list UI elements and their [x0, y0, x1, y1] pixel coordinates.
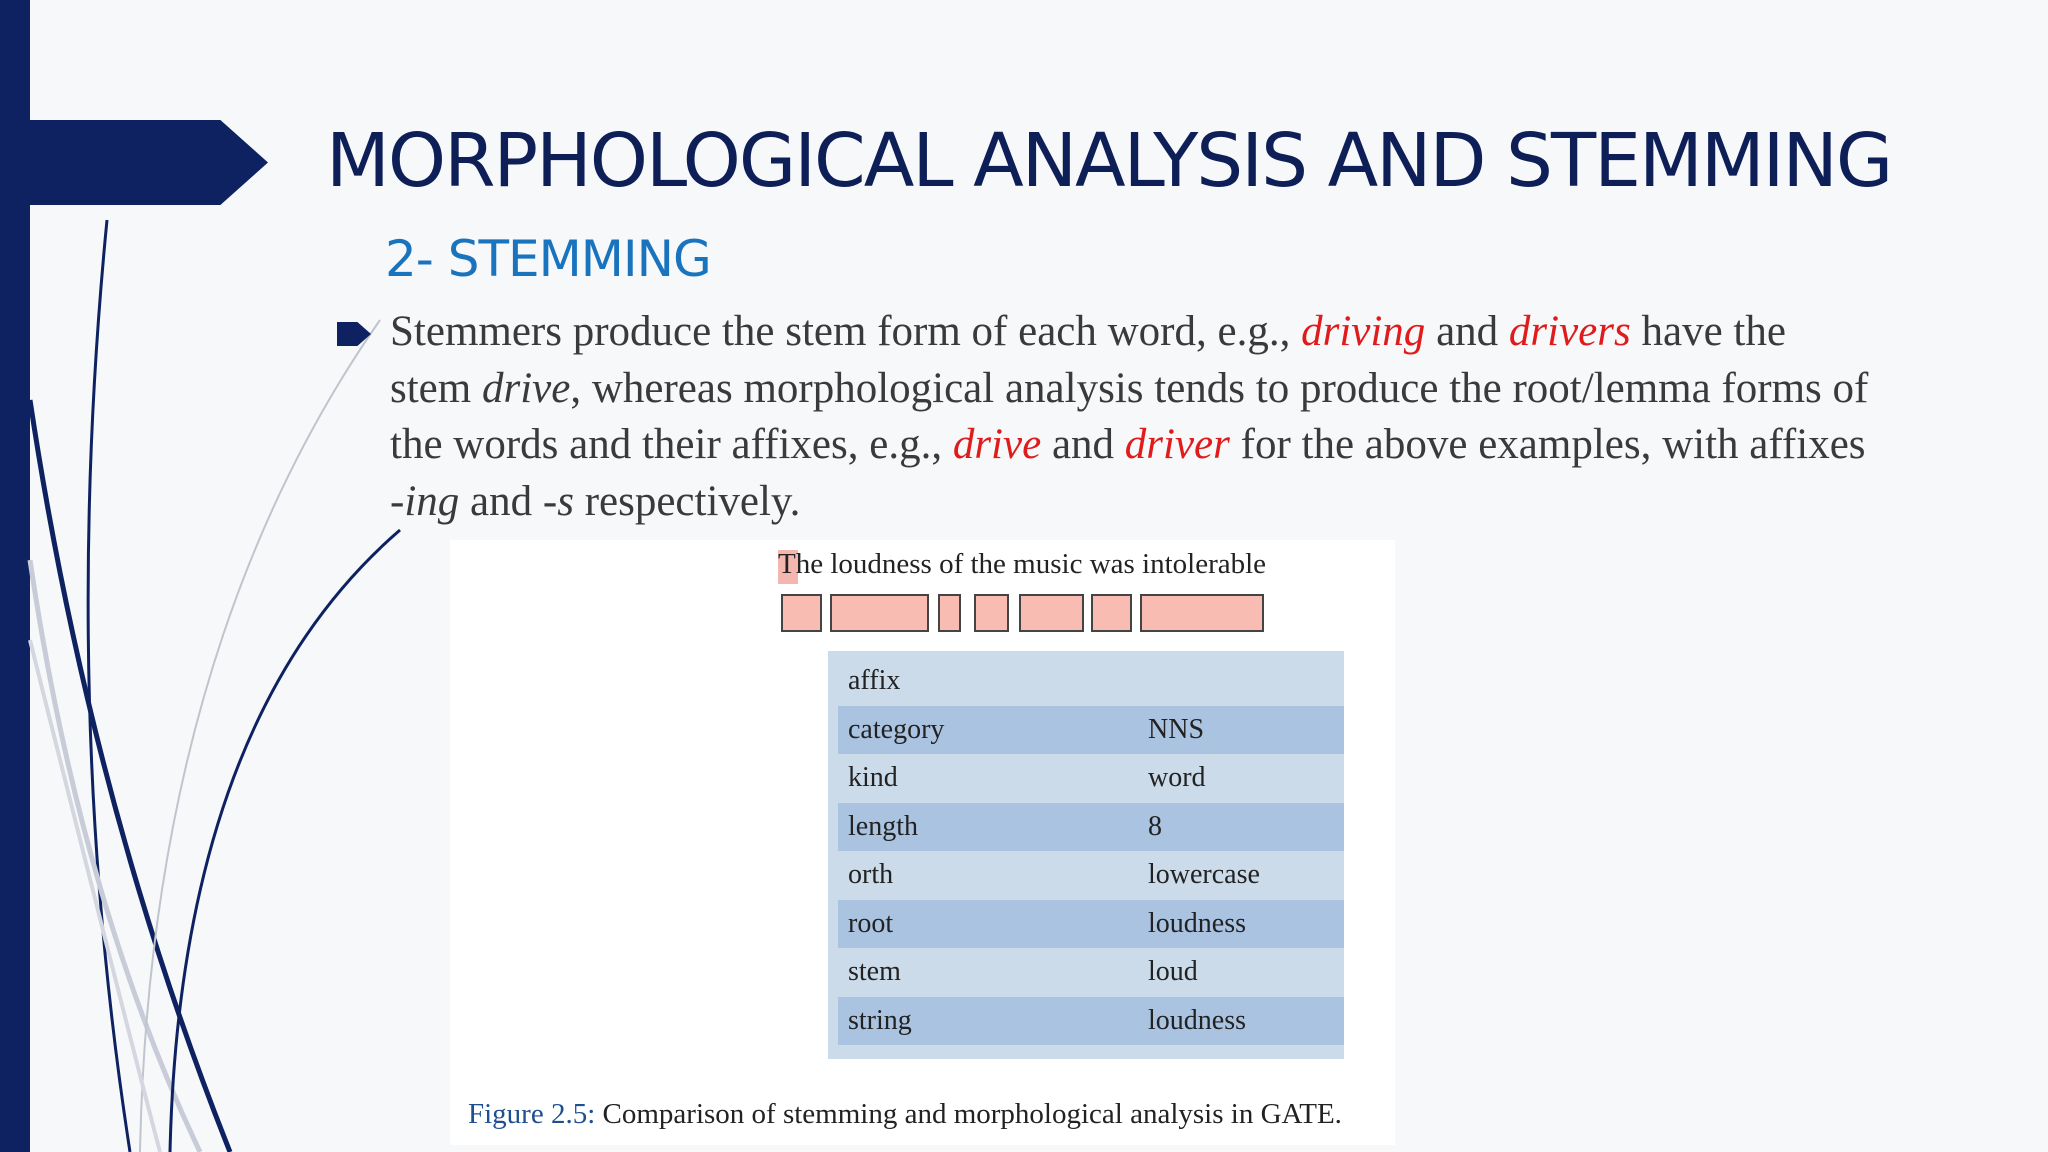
- feature-value: loudness: [1148, 1004, 1246, 1036]
- token-box: [974, 594, 1009, 632]
- feature-key: kind: [848, 762, 898, 793]
- feature-value: lowercase: [1148, 859, 1260, 890]
- slide-title: MORPHOLOGICAL ANALYSIS AND STEMMING: [326, 118, 1892, 204]
- feature-key: length: [848, 810, 918, 842]
- table-row: [838, 803, 1344, 851]
- table-row: [838, 851, 1344, 899]
- feature-key: stem: [848, 956, 901, 987]
- slide-subtitle: 2- STEMMING: [385, 230, 711, 288]
- gate-figure: [450, 540, 1395, 1145]
- token-box: [938, 594, 961, 632]
- feature-key: orth: [848, 859, 894, 890]
- feature-key: category: [848, 713, 945, 745]
- table-row: [838, 754, 1344, 802]
- token-box: [1140, 594, 1264, 632]
- title-banner-arrow: [30, 120, 268, 205]
- feature-value: loudness: [1148, 907, 1246, 939]
- table-row: [838, 997, 1344, 1045]
- feature-table: [828, 651, 1344, 1059]
- feature-value: NNS: [1148, 713, 1205, 745]
- feature-key: root: [848, 907, 894, 939]
- table-row: [838, 900, 1344, 948]
- feature-value: loud: [1148, 956, 1198, 987]
- token-box: [781, 594, 822, 632]
- token-box: [830, 594, 929, 632]
- table-row: [838, 706, 1344, 754]
- bullet-text: Stemmers produce the stem form of each word, e.g., driving and drivers have the stem drive, whereas morphological analysis tends to produce the root/lemma forms of the words and their affixes, e.g., drive and driver for the above examples, with affixes -ing and -s respectively.: [390, 308, 1869, 525]
- token-box: [1091, 594, 1132, 632]
- figure-caption: Figure 2.5: Comparison of stemming and morphological analysis in GATE.: [468, 1098, 1342, 1130]
- example-sentence: The loudness of the music was intolerable: [778, 548, 1267, 580]
- table-row: [838, 948, 1344, 996]
- feature-value: 8: [1148, 810, 1162, 842]
- feature-key: affix: [848, 665, 901, 696]
- feature-key: string: [848, 1004, 912, 1036]
- feature-value: word: [1148, 762, 1206, 793]
- token-box: [1019, 594, 1084, 632]
- table-row: [838, 657, 1344, 705]
